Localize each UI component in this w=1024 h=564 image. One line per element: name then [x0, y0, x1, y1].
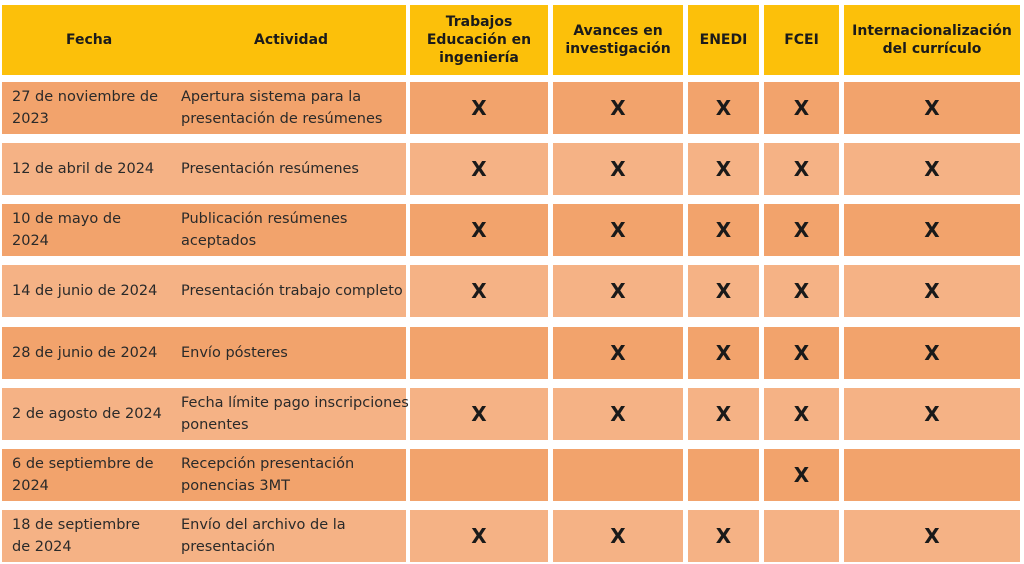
table-row — [2, 327, 406, 379]
cell-mark: X — [410, 204, 548, 256]
cell-mark: X — [764, 449, 839, 501]
cell-actividad: Recepción presentación ponencias 3MT — [181, 456, 355, 494]
cell-mark: X — [688, 327, 759, 379]
cell-mark: X — [844, 82, 1020, 134]
cell-fecha: 18 de septiembre de 2024 — [12, 517, 141, 555]
cell-mark: X — [764, 143, 839, 195]
header-enedi: ENEDI — [688, 5, 759, 75]
cell-mark: X — [844, 265, 1020, 317]
header-internacionalizacion: Internacionalización del currículo — [844, 5, 1020, 75]
cell-mark: X — [688, 265, 759, 317]
table-row — [2, 204, 406, 256]
cell-mark — [688, 449, 759, 501]
header-fecha: Fecha — [66, 32, 113, 48]
table-row — [2, 388, 409, 440]
cell-fecha: 10 de mayo de 2024 — [12, 211, 121, 249]
header-fcei: FCEI — [764, 5, 839, 75]
cell-mark: X — [764, 388, 839, 440]
cell-mark: X — [410, 388, 548, 440]
cell-fecha: 2 de agosto de 2024 — [12, 406, 162, 422]
table-row — [2, 265, 406, 317]
cell-mark: X — [844, 388, 1020, 440]
header-avances-investigacion: Avances en investigación — [553, 5, 683, 75]
cell-mark — [844, 449, 1020, 501]
header-trabajos-educacion: Trabajos Educación en ingeniería — [410, 5, 548, 75]
cell-mark: X — [764, 204, 839, 256]
cell-mark — [410, 327, 548, 379]
cell-mark: X — [553, 265, 683, 317]
cell-mark: X — [764, 327, 839, 379]
cell-mark: X — [844, 327, 1020, 379]
cell-mark: X — [553, 204, 683, 256]
cell-mark: X — [688, 82, 759, 134]
cell-mark: X — [764, 82, 839, 134]
table-row — [2, 449, 406, 501]
table-row — [2, 82, 406, 134]
cell-mark: X — [688, 204, 759, 256]
cell-mark: X — [553, 82, 683, 134]
cell-mark: X — [410, 82, 548, 134]
header-actividad: Actividad — [254, 32, 329, 48]
cell-actividad: Fecha límite pago inscripciones ponentes — [181, 395, 409, 433]
cell-mark: X — [553, 510, 683, 562]
cell-mark: X — [553, 143, 683, 195]
cell-actividad: Presentación resúmenes — [181, 161, 359, 177]
cell-fecha: 27 de noviembre de 2023 — [12, 89, 159, 127]
cell-mark — [764, 510, 839, 562]
table-row — [2, 143, 406, 195]
cell-mark: X — [553, 388, 683, 440]
cell-actividad: Apertura sistema para la presentación de resúmenes — [181, 89, 383, 127]
cell-fecha: 6 de septiembre de 2024 — [12, 456, 154, 494]
cell-mark: X — [410, 510, 548, 562]
cell-actividad: Envío del archivo de la presentación — [181, 517, 346, 555]
cell-actividad: Presentación trabajo completo — [181, 283, 403, 299]
cell-mark: X — [764, 265, 839, 317]
cell-mark: X — [410, 143, 548, 195]
cell-fecha: 28 de junio de 2024 — [12, 345, 158, 361]
header-fecha-actividad — [2, 5, 406, 75]
cell-fecha: 14 de junio de 2024 — [12, 283, 158, 299]
cell-mark: X — [688, 143, 759, 195]
table-row — [2, 510, 406, 562]
cell-actividad: Publicación resúmenes aceptados — [181, 211, 348, 249]
cell-actividad: Envío pósteres — [181, 345, 288, 361]
cell-mark: X — [553, 327, 683, 379]
cell-mark: X — [844, 143, 1020, 195]
cell-mark — [410, 449, 548, 501]
cell-mark: X — [844, 204, 1020, 256]
cell-mark: X — [844, 510, 1020, 562]
cell-mark: X — [688, 388, 759, 440]
cell-mark: X — [688, 510, 759, 562]
cell-mark: X — [410, 265, 548, 317]
cell-fecha: 12 de abril de 2024 — [12, 161, 155, 177]
cell-mark — [553, 449, 683, 501]
